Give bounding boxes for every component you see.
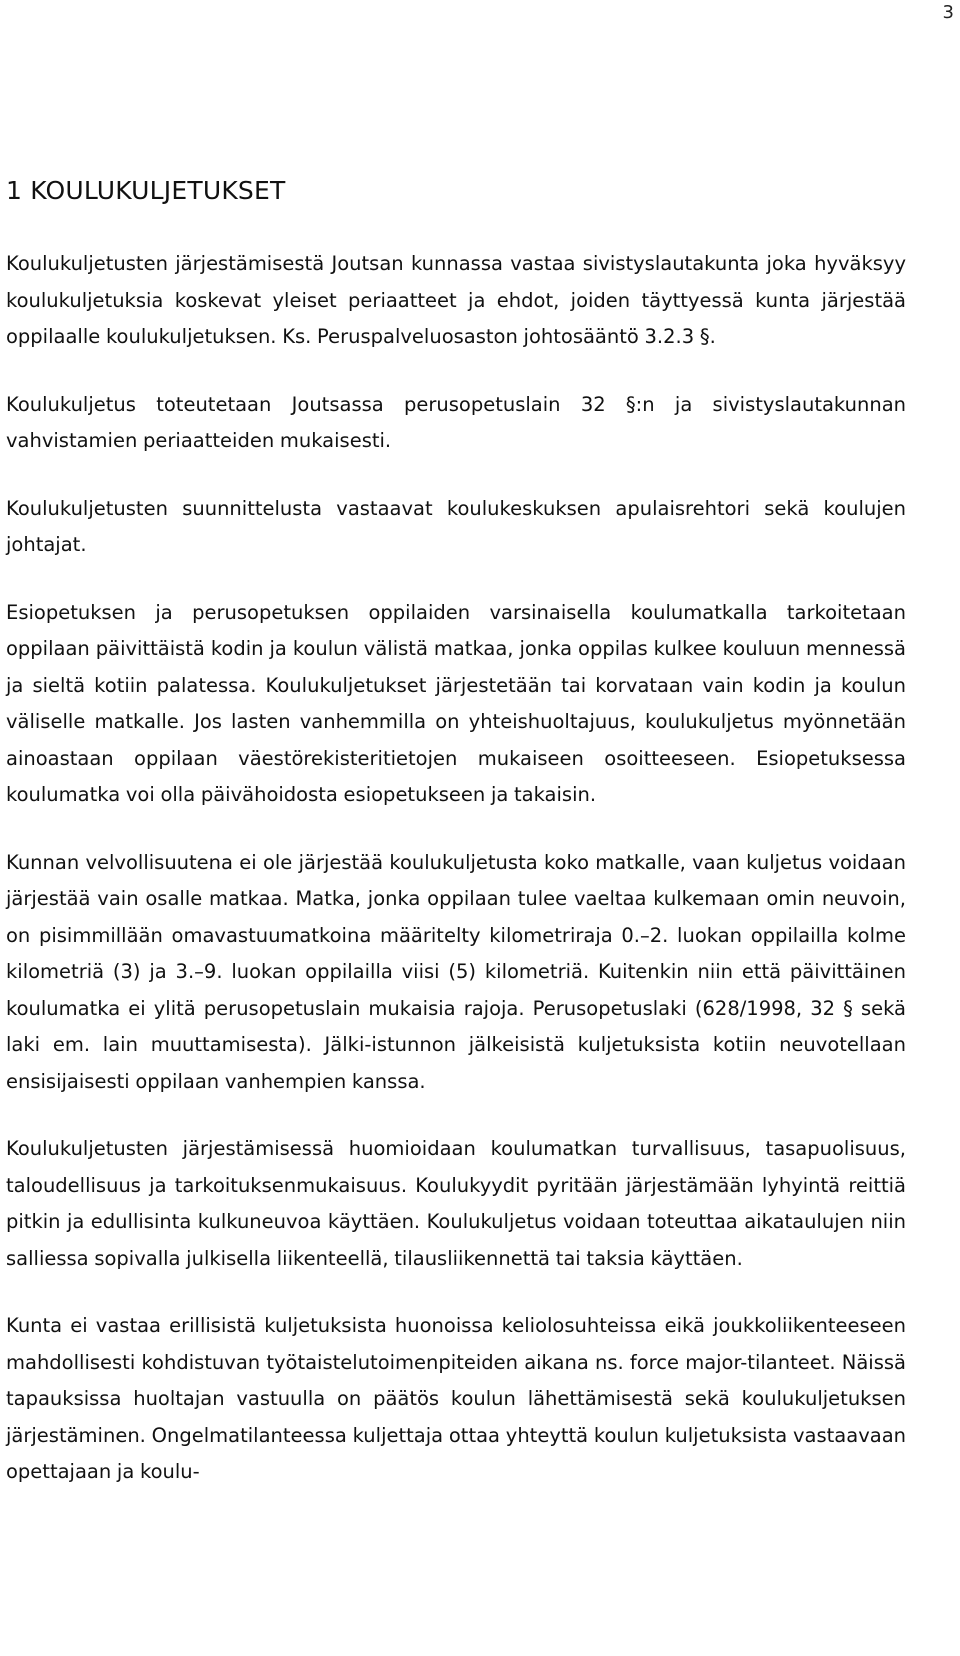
page-number: 3 <box>942 2 954 23</box>
paragraph-distance-limits: Kunnan velvollisuutena ei ole järjestää koulukuljetusta koko matkalle, vaan kuljetus voidaan järjestää vain osalle matkaa. Matka, jonka oppilaan tulee vaeltaa kulkemaan omin neuvoin, on pisimmillään omavastuumatkoina määritelty kilometriraja 0.–2. luokan oppilailla kolme kilometriä (3) ja 3.–9. luokan oppilailla viisi (5) kilometriä. Kuitenkin niin että päivittäinen koulumatka ei ylitä perusopetuslain mukaisia rajoja. Perusopetuslaki (628/1998, 32 § sekä laki em. lain muuttamisesta). Jälki-istunnon jälkeisistä kuljetuksista kotiin neuvotellaan ensisijaisesti oppilaan vanhempien kanssa. <box>6 850 906 1093</box>
paragraph-force-majeure: Kunta ei vastaa erillisistä kuljetuksista huonoissa keliolosuhteissa eikä joukkoliikenteeseen mahdollisesti kohdistuvan työtaistelutoimenpiteiden aikana ns. force major-tilanteet. Näissä tapauksissa huoltajan vastuulla on päätös koulun lähettämisestä sekä koulukuljetuksen järjestäminen. Ongelmatilanteessa kuljettaja ottaa yhteyttä koulun kuljetuksista vastaavaan opettajaan ja koulu- <box>6 1314 906 1483</box>
paragraph-planning: Koulukuljetusten suunnittelusta vastaavat koulukeskuksen apulaisrehtori sekä koulujen johtajat. <box>6 496 906 556</box>
paragraph-legal-basis: Koulukuljetus toteutetaan Joutsassa perusopetuslain 32 §:n ja sivistyslautakunnan vahvistamien periaatteiden mukaisesti. <box>6 392 906 452</box>
paragraph-school-journey: Esiopetuksen ja perusopetuksen oppilaiden varsinaisella koulumatkalla tarkoitetaan oppilaan päivittäistä kodin ja koulun välistä matkaa, jonka oppilas kulkee kouluun mennessä ja sieltä kotiin palatessa. Koulukuljetukset järjestetään tai korvataan vain kodin ja koulun väliselle matkalle. Jos lasten vanhemmilla on yhteishuoltajuus, koulukuljetus myönnetään ainoastaan oppilaan väestörekisteritietojen mukaiseen osoitteeseen. Esiopetuksessa koulumatka voi olla päivähoidosta esiopetukseen ja takaisin. <box>6 600 906 806</box>
paragraph-responsibility: Koulukuljetusten järjestämisestä Joutsan kunnassa vastaa sivistyslautakunta joka hyväksyy koulukuljetuksia koskevat yleiset periaatteet ja ehdot, joiden täyttyessä kunta järjestää oppilaalle koulukuljetuksen. Ks. Peruspalveluosaston johtosääntö 3.2.3 §. <box>6 252 906 348</box>
paragraph-arrangement-principles: Koulukuljetusten järjestämisessä huomioidaan koulumatkan turvallisuus, tasapuolisuus, taloudellisuus ja tarkoituksenmukaisuus. Koulukyydit pyritään järjestämään lyhyintä reittiä pitkin ja edullisinta kulkuneuvoa käyttäen. Koulukuljetus voidaan toteuttaa aikataulujen niin salliessa sopivalla julkisella liikenteellä, tilausliikennettä tai taksia käyttäen. <box>6 1137 906 1270</box>
section-heading: 1 KOULUKULJETUKSET <box>6 176 286 205</box>
document-body <box>6 246 906 1491</box>
